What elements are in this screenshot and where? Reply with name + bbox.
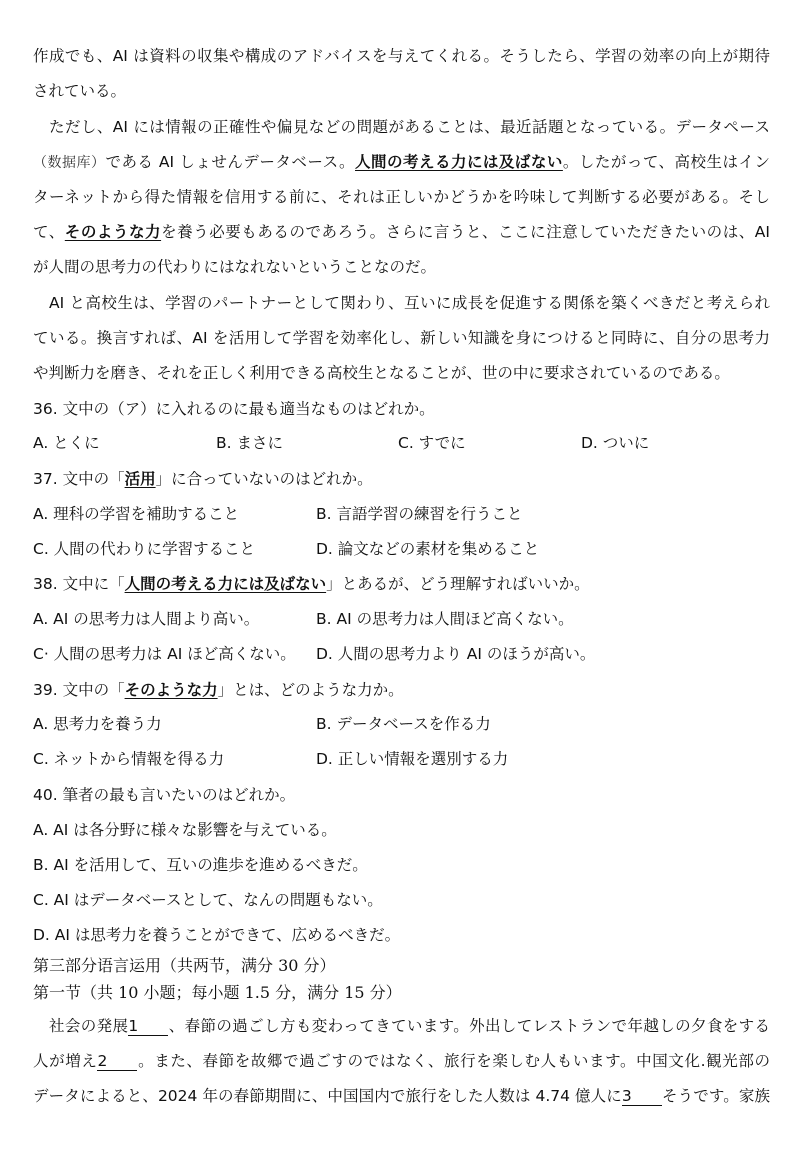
underlined-keyword: そのような力: [124, 681, 218, 699]
cloze-line: データによると、2024 年の春節期間に、中国国内で旅行をした人数は 4.74 億人に3 そうです。家族: [33, 1087, 770, 1105]
option-38a[interactable]: A. AI の思考力は人間より高い。: [33, 610, 260, 628]
option-36c[interactable]: C. すでに: [398, 434, 466, 452]
option-39d[interactable]: D. 正しい情報を選別する力: [316, 750, 509, 768]
underlined-keyword: 活用: [124, 470, 156, 488]
underlined-phrase-1: 人間の考える力には及ばない: [355, 153, 563, 171]
question-stem-40: 40. 筆者の最も言いたいのはどれか。: [33, 786, 296, 804]
question-stem-37: 37. 文中の「活用」に合っていないのはどれか。: [33, 470, 373, 488]
question-stem-36: 36. 文中の（ア）に入れるのに最も適当なものはどれか。: [33, 400, 435, 418]
option-36a[interactable]: A. とくに: [33, 434, 100, 452]
passage-line: ただし、AI には情報の正確性や偏見などの問題があることは、最近話題となっている。データペース: [49, 118, 770, 136]
option-39a[interactable]: A. 思考力を養う力: [33, 715, 162, 733]
blank-1[interactable]: 1: [128, 1017, 168, 1036]
option-39b[interactable]: B. データベースを作る力: [316, 715, 491, 733]
question-stem-39: 39. 文中の「そのような力」とは、どのような力か。: [33, 681, 404, 699]
option-37d[interactable]: D. 論文などの素材を集めること: [316, 540, 540, 558]
passage-line: 作成でも、AI は資料の収集や構成のアドバイスを与えてくれる。そうしたら、学習の効率の向上が期待: [33, 47, 770, 65]
option-40c[interactable]: C. AI はデータベースとして、なんの問題もない。: [33, 891, 383, 909]
part-heading: 第三部分语言运用（共两节，满分 30 分）: [33, 956, 336, 975]
cloze-line: 人が増え2 。また、春節を故郷で過ごすのではなく、旅行を楽しむ人もいます。中国文化.観光部の: [33, 1052, 770, 1070]
passage-gloss: （数据库）: [33, 155, 106, 171]
passage-line: が人間の思考力の代わりにはなれないということなのだ。: [33, 258, 437, 276]
option-38d[interactable]: D. 人間の思考力より AI のほうが高い。: [316, 645, 596, 663]
option-38c[interactable]: C· 人間の思考力は AI ほど高くない。: [33, 645, 296, 663]
section-heading: 第一节（共 10 小题；每小题 1.5 分，满分 15 分）: [33, 983, 402, 1002]
passage-line: や判断力を磨き、それを正しく利用できる高校生となることが、世の中に要求されているのである。: [33, 364, 730, 382]
passage-line: されている。: [33, 82, 127, 100]
option-37c[interactable]: C. 人間の代わりに学習すること: [33, 540, 256, 558]
option-39c[interactable]: C. ネットから情報を得る力: [33, 750, 225, 768]
underlined-phrase-2: そのような力: [64, 223, 162, 241]
option-40b[interactable]: B. AI を活用して、互いの進歩を進めるべきだ。: [33, 856, 368, 874]
option-40d[interactable]: D. AI は思考力を養うことができて、広めるべきだ。: [33, 926, 401, 944]
underlined-keyword: 人間の考える力には及ばない: [124, 575, 327, 593]
option-40a[interactable]: A. AI は各分野に様々な影響を与えている。: [33, 821, 337, 839]
option-36b[interactable]: B. まさに: [216, 434, 283, 452]
option-37b[interactable]: B. 言語学習の練習を行うこと: [316, 505, 523, 523]
blank-2[interactable]: 2: [97, 1052, 137, 1071]
passage-line: （数据库）である AI しょせんデータベース。人間の考える力には及ばない。したがって、高校生はイン: [33, 153, 770, 171]
passage-line: ている。換言すれば、AI を活用して学習を効率化し、新しい知識を身につけると同時に、自分の思考力: [33, 329, 770, 347]
passage-line: ターネットから得た情報を信用する前に、それは正しいかどうかを吟味して判断する必要がある。そし: [33, 188, 770, 206]
passage-line: AI と高校生は、学習のパートナーとして関わり、互いに成長を促進する関係を築くべきだと考えられ: [49, 294, 770, 312]
option-37a[interactable]: A. 理科の学習を補助すること: [33, 505, 240, 523]
blank-3[interactable]: 3: [622, 1087, 662, 1106]
option-36d[interactable]: D. ついに: [581, 434, 650, 452]
passage-line: て、そのような力を養う必要もあるのであろう。さらに言うと、ここに注意していただきたいのは、AI: [33, 223, 770, 241]
question-stem-38: 38. 文中に「人間の考える力には及ばない」とあるが、どう理解すればいいか。: [33, 575, 590, 593]
option-38b[interactable]: B. AI の思考力は人間ほど高くない。: [316, 610, 574, 628]
cloze-line: 社会の発展1 、春節の過ごし方も変わってきています。外出してレストランで年越しの夕食をする: [49, 1017, 770, 1035]
